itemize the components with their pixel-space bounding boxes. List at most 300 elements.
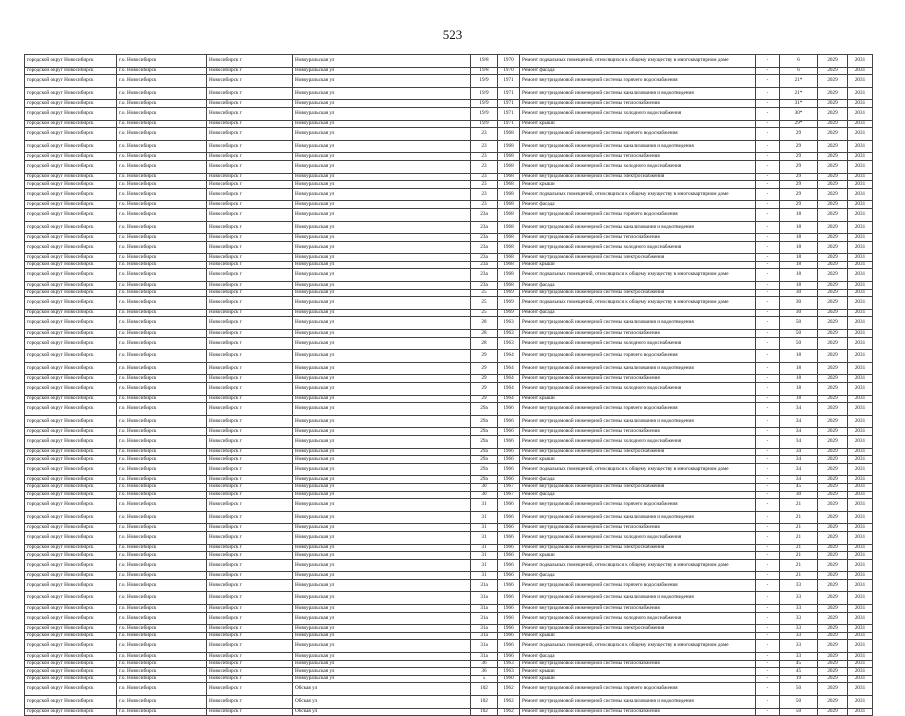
locality-cell: Новосибирск г <box>207 403 293 416</box>
locality-cell: Новосибирск г <box>207 395 293 403</box>
urban-district-cell: г.о. Новосибирск <box>117 632 207 640</box>
locality-cell: Новосибирск г <box>207 188 293 201</box>
work-type-cell: Ремонт внутридомовой инженерной системы канализования и водоотведения <box>520 221 756 234</box>
municipal-district-cell: городской округ Новосибирск <box>25 362 117 375</box>
year-from-cell: 2029 <box>818 660 848 668</box>
value-cell: 18 <box>780 234 818 242</box>
locality-cell: Новосибирск г <box>207 632 293 640</box>
street-cell: Новоуральская ул <box>293 201 471 209</box>
locality-cell: Новосибирск г <box>207 350 293 363</box>
municipal-district-cell: городской округ Новосибирск <box>25 531 117 544</box>
house-number-cell: 31а <box>471 612 498 625</box>
street-cell: Новоуральская ул <box>293 660 471 668</box>
build-year-cell: 1964 <box>498 362 520 375</box>
year-to-cell: 2031 <box>848 282 873 290</box>
work-type-cell: Ремонт внутридомовой инженерной системы горячего водоснабжения <box>520 403 756 416</box>
house-number-cell: 31а <box>471 653 498 661</box>
urban-district-cell: г.о. Новосибирск <box>117 282 207 290</box>
value-cell: 6 <box>780 67 818 75</box>
build-year-cell: 1967 <box>498 483 520 491</box>
locality-cell: Новосибирск г <box>207 337 293 350</box>
build-year-cell: 1966 <box>498 524 520 532</box>
year-to-cell: 2031 <box>848 592 873 605</box>
table-row <box>25 128 873 141</box>
locality-cell: Новосибирск г <box>207 552 293 560</box>
dash-cell: - <box>756 330 780 338</box>
value-cell: 34 <box>780 415 818 428</box>
house-number-cell: 23 <box>471 128 498 141</box>
build-year-cell: 1966 <box>498 625 520 633</box>
value-cell: 21 <box>780 544 818 552</box>
locality-cell: Новосибирск г <box>207 683 293 696</box>
municipal-district-cell: городской округ Новосибирск <box>25 640 117 653</box>
municipal-district-cell: городской округ Новосибирск <box>25 605 117 613</box>
work-type-cell: Ремонт внутридомовой инженерной системы холодного водоснабжения <box>520 107 756 120</box>
build-year-cell: 1971 <box>498 87 520 100</box>
house-number-cell: 19/9 <box>471 107 498 120</box>
urban-district-cell: г.о. Новосибирск <box>117 463 207 476</box>
value-cell: 33 <box>780 632 818 640</box>
year-to-cell: 2031 <box>848 696 873 709</box>
table-row <box>25 559 873 572</box>
work-type-cell: Ремонт подвальных помещений, относящихся к общему имуществу в многоквартирном доме <box>520 269 756 282</box>
year-to-cell: 2031 <box>848 261 873 269</box>
value-cell: 29 <box>780 173 818 181</box>
build-year-cell: 1966 <box>498 605 520 613</box>
street-cell: Новоуральская ул <box>293 120 471 128</box>
year-from-cell: 2029 <box>818 330 848 338</box>
urban-district-cell: г.о. Новосибирск <box>117 415 207 428</box>
locality-cell: Новосибирск г <box>207 511 293 524</box>
locality-cell: Новосибирск г <box>207 625 293 633</box>
value-cell: 29 <box>780 140 818 153</box>
municipal-district-cell: городской округ Новосибирск <box>25 201 117 209</box>
urban-district-cell: г.о. Новосибирск <box>117 241 207 254</box>
house-number-cell: 29а <box>471 435 498 448</box>
value-cell: 34 <box>780 428 818 436</box>
value-cell: 33 <box>780 653 818 661</box>
municipal-district-cell: городской округ Новосибирск <box>25 415 117 428</box>
street-cell: Новоуральская ул <box>293 632 471 640</box>
house-number-cell: 31 <box>471 572 498 580</box>
year-from-cell: 2029 <box>818 153 848 161</box>
locality-cell: Новосибирск г <box>207 653 293 661</box>
table-row <box>25 476 873 484</box>
house-number-cell: 25 <box>471 289 498 297</box>
locality-cell: Новосибирск г <box>207 120 293 128</box>
house-number-cell: 23 <box>471 153 498 161</box>
municipal-district-cell: городской округ Новосибирск <box>25 297 117 310</box>
year-from-cell: 2029 <box>818 241 848 254</box>
value-cell: 21 <box>780 524 818 532</box>
work-type-cell: Ремонт внутридомовой инженерной системы холодного водоснабжения <box>520 160 756 173</box>
year-from-cell: 2029 <box>818 456 848 464</box>
locality-cell: Новосибирск г <box>207 605 293 613</box>
municipal-district-cell: городской округ Новосибирск <box>25 708 117 716</box>
dash-cell: - <box>756 234 780 242</box>
locality-cell: Новосибирск г <box>207 282 293 290</box>
street-cell: Новоуральская ул <box>293 208 471 221</box>
dash-cell: - <box>756 403 780 416</box>
year-from-cell: 2029 <box>818 201 848 209</box>
locality-cell: Новосибирск г <box>207 476 293 484</box>
street-cell: Новоуральская ул <box>293 261 471 269</box>
street-cell: Новоуральская ул <box>293 153 471 161</box>
year-to-cell: 2031 <box>848 234 873 242</box>
urban-district-cell: г.о. Новосибирск <box>117 668 207 676</box>
year-to-cell: 2031 <box>848 625 873 633</box>
house-number-cell: 29а <box>471 428 498 436</box>
urban-district-cell: г.о. Новосибирск <box>117 395 207 403</box>
house-number-cell: 31 <box>471 531 498 544</box>
street-cell: Новоуральская ул <box>293 160 471 173</box>
table-row <box>25 463 873 476</box>
year-from-cell: 2029 <box>818 297 848 310</box>
work-type-cell: Ремонт внутридомовой инженерной системы горячего водоснабжения <box>520 683 756 696</box>
dash-cell: - <box>756 261 780 269</box>
dash-cell: - <box>756 499 780 512</box>
urban-district-cell: г.о. Новосибирск <box>117 208 207 221</box>
locality-cell: Новосибирск г <box>207 362 293 375</box>
municipal-district-cell: городской округ Новосибирск <box>25 696 117 709</box>
municipal-district-cell: городской округ Новосибирск <box>25 120 117 128</box>
year-to-cell: 2031 <box>848 362 873 375</box>
street-cell: Новоуральская ул <box>293 362 471 375</box>
work-type-cell: Ремонт внутридомовой инженерной системы канализования и водоотведения <box>520 87 756 100</box>
year-from-cell: 2029 <box>818 640 848 653</box>
street-cell: Новоуральская ул <box>293 309 471 317</box>
dash-cell: - <box>756 531 780 544</box>
street-cell: Новоуральская ул <box>293 269 471 282</box>
build-year-cell: 1966 <box>498 511 520 524</box>
table-row <box>25 188 873 201</box>
build-year-cell: 1966 <box>498 653 520 661</box>
year-from-cell: 2029 <box>818 499 848 512</box>
street-cell: Новоуральская ул <box>293 592 471 605</box>
house-number-cell: 31 <box>471 511 498 524</box>
build-year-cell: 1968 <box>498 201 520 209</box>
year-from-cell: 2029 <box>818 683 848 696</box>
urban-district-cell: г.о. Новосибирск <box>117 579 207 592</box>
work-type-cell: Ремонт внутридомовой инженерной системы горячего водоснабжения <box>520 75 756 88</box>
build-year-cell: 1963 <box>498 660 520 668</box>
house-number-cell: 31 <box>471 552 498 560</box>
table-row <box>25 55 873 68</box>
municipal-district-cell: городской округ Новосибирск <box>25 350 117 363</box>
urban-district-cell: г.о. Новосибирск <box>117 499 207 512</box>
dash-cell: - <box>756 612 780 625</box>
table-row <box>25 375 873 383</box>
street-cell: Новоуральская ул <box>293 55 471 68</box>
year-to-cell: 2031 <box>848 632 873 640</box>
urban-district-cell: г.о. Новосибирск <box>117 544 207 552</box>
street-cell: Новоуральская ул <box>293 456 471 464</box>
urban-district-cell: г.о. Новосибирск <box>117 552 207 560</box>
year-from-cell: 2029 <box>818 531 848 544</box>
year-to-cell: 2031 <box>848 153 873 161</box>
locality-cell: Новосибирск г <box>207 675 293 683</box>
house-number-cell: 19/9 <box>471 120 498 128</box>
house-number-cell: 31а <box>471 640 498 653</box>
table-row <box>25 67 873 75</box>
dash-cell: - <box>756 160 780 173</box>
year-to-cell: 2031 <box>848 491 873 499</box>
build-year-cell: 1968 <box>498 254 520 262</box>
year-to-cell: 2031 <box>848 221 873 234</box>
work-type-cell: Ремонт внутридомовой инженерной системы холодного водоснабжения <box>520 383 756 396</box>
year-from-cell: 2029 <box>818 120 848 128</box>
year-from-cell: 2029 <box>818 173 848 181</box>
house-number-cell: 31 <box>471 544 498 552</box>
work-type-cell: Ремонт внутридомовой инженерной системы канализования и водоотведения <box>520 696 756 709</box>
house-number-cell: 19/9 <box>471 87 498 100</box>
house-number-cell: 31 <box>471 559 498 572</box>
build-year-cell: 1966 <box>498 435 520 448</box>
build-year-cell: 1968 <box>498 208 520 221</box>
municipal-district-cell: городской округ Новосибирск <box>25 160 117 173</box>
table-row <box>25 428 873 436</box>
build-year-cell: 1960 <box>498 675 520 683</box>
value-cell: 18 <box>780 282 818 290</box>
house-number-cell: 23 <box>471 181 498 189</box>
house-number-cell: 23а <box>471 208 498 221</box>
dash-cell: - <box>756 415 780 428</box>
year-to-cell: 2031 <box>848 140 873 153</box>
street-cell: Новоуральская ул <box>293 317 471 330</box>
year-from-cell: 2029 <box>818 552 848 560</box>
locality-cell: Новосибирск г <box>207 491 293 499</box>
work-type-cell: Ремонт крыши <box>520 632 756 640</box>
year-to-cell: 2031 <box>848 415 873 428</box>
locality-cell: Новосибирск г <box>207 153 293 161</box>
dash-cell: - <box>756 254 780 262</box>
house-number-cell: 29а <box>471 456 498 464</box>
street-cell: Новоуральская ул <box>293 67 471 75</box>
table-row <box>25 499 873 512</box>
urban-district-cell: г.о. Новосибирск <box>117 572 207 580</box>
locality-cell: Новосибирск г <box>207 640 293 653</box>
build-year-cell: 1966 <box>498 476 520 484</box>
value-cell: 18 <box>780 395 818 403</box>
year-from-cell: 2029 <box>818 605 848 613</box>
value-cell: 21 <box>780 552 818 560</box>
table-row <box>25 201 873 209</box>
urban-district-cell: г.о. Новосибирск <box>117 188 207 201</box>
table-row <box>25 491 873 499</box>
street-cell: Новоуральская ул <box>293 100 471 108</box>
build-year-cell: 1968 <box>498 269 520 282</box>
dash-cell: - <box>756 675 780 683</box>
municipal-district-cell: городской округ Новосибирск <box>25 383 117 396</box>
dash-cell: - <box>756 201 780 209</box>
table-row <box>25 403 873 416</box>
locality-cell: Новосибирск г <box>207 456 293 464</box>
table-row <box>25 87 873 100</box>
dash-cell: - <box>756 241 780 254</box>
locality-cell: Новосибирск г <box>207 181 293 189</box>
locality-cell: Новосибирск г <box>207 173 293 181</box>
year-to-cell: 2031 <box>848 241 873 254</box>
dash-cell: - <box>756 362 780 375</box>
street-cell: Новоуральская ул <box>293 612 471 625</box>
build-year-cell: 1966 <box>498 640 520 653</box>
house-number-cell: 25 <box>471 297 498 310</box>
year-from-cell: 2029 <box>818 269 848 282</box>
year-to-cell: 2031 <box>848 383 873 396</box>
house-number-cell: 29 <box>471 350 498 363</box>
dash-cell: - <box>756 75 780 88</box>
value-cell: 34 <box>780 476 818 484</box>
year-to-cell: 2031 <box>848 559 873 572</box>
dash-cell: - <box>756 269 780 282</box>
street-cell: Новоуральская ул <box>293 524 471 532</box>
build-year-cell: 1968 <box>498 261 520 269</box>
dash-cell: - <box>756 289 780 297</box>
build-year-cell: 1966 <box>498 531 520 544</box>
dash-cell: - <box>756 350 780 363</box>
urban-district-cell: г.о. Новосибирск <box>117 592 207 605</box>
work-type-cell: Ремонт внутридомовой инженерной системы электроснабжения <box>520 173 756 181</box>
urban-district-cell: г.о. Новосибирск <box>117 708 207 716</box>
table-row <box>25 234 873 242</box>
capital-repair-table <box>24 54 873 716</box>
table-row <box>25 640 873 653</box>
street-cell: Новоуральская ул <box>293 87 471 100</box>
build-year-cell: 1968 <box>498 241 520 254</box>
build-year-cell: 1966 <box>498 572 520 580</box>
municipal-district-cell: городской округ Новосибирск <box>25 261 117 269</box>
build-year-cell: 1968 <box>498 234 520 242</box>
table-row <box>25 579 873 592</box>
locality-cell: Новосибирск г <box>207 559 293 572</box>
work-type-cell: Ремонт внутридомовой инженерной системы электроснабжения <box>520 289 756 297</box>
house-number-cell: 23а <box>471 282 498 290</box>
municipal-district-cell: городской округ Новосибирск <box>25 234 117 242</box>
municipal-district-cell: городской округ Новосибирск <box>25 153 117 161</box>
table-row <box>25 456 873 464</box>
year-to-cell: 2031 <box>848 309 873 317</box>
value-cell: 18 <box>780 350 818 363</box>
dash-cell: - <box>756 309 780 317</box>
street-cell: Новоуральская ул <box>293 463 471 476</box>
table-row <box>25 483 873 491</box>
urban-district-cell: г.о. Новосибирск <box>117 107 207 120</box>
urban-district-cell: г.о. Новосибирск <box>117 383 207 396</box>
street-cell: Обская ул <box>293 683 471 696</box>
work-type-cell: Ремонт крыши <box>520 668 756 676</box>
dash-cell: - <box>756 544 780 552</box>
year-from-cell: 2029 <box>818 435 848 448</box>
locality-cell: Новосибирск г <box>207 572 293 580</box>
house-number-cell: 29а <box>471 463 498 476</box>
build-year-cell: 1964 <box>498 383 520 396</box>
dash-cell: - <box>756 208 780 221</box>
urban-district-cell: г.о. Новосибирск <box>117 140 207 153</box>
table-row <box>25 120 873 128</box>
value-cell: 50 <box>780 337 818 350</box>
build-year-cell: 1964 <box>498 395 520 403</box>
table-row <box>25 317 873 330</box>
year-to-cell: 2031 <box>848 524 873 532</box>
work-type-cell: Ремонт внутридомовой инженерной системы электроснабжения <box>520 483 756 491</box>
table-row <box>25 269 873 282</box>
work-type-cell: Ремонт фасада <box>520 201 756 209</box>
urban-district-cell: г.о. Новосибирск <box>117 153 207 161</box>
locality-cell: Новосибирск г <box>207 269 293 282</box>
street-cell: Новоуральская ул <box>293 428 471 436</box>
table-row <box>25 435 873 448</box>
urban-district-cell: г.о. Новосибирск <box>117 524 207 532</box>
street-cell: Новоуральская ул <box>293 415 471 428</box>
year-from-cell: 2029 <box>818 476 848 484</box>
street-cell: Новоуральская ул <box>293 383 471 396</box>
table-row <box>25 625 873 633</box>
dash-cell: - <box>756 483 780 491</box>
work-type-cell: Ремонт внутридомовой инженерной системы теплоснабжения <box>520 524 756 532</box>
urban-district-cell: г.о. Новосибирск <box>117 511 207 524</box>
work-type-cell: Ремонт внутридомовой инженерной системы горячего водоснабжения <box>520 579 756 592</box>
urban-district-cell: г.о. Новосибирск <box>117 375 207 383</box>
value-cell: 21 <box>780 511 818 524</box>
street-cell: Новоуральская ул <box>293 140 471 153</box>
year-to-cell: 2031 <box>848 660 873 668</box>
year-from-cell: 2029 <box>818 309 848 317</box>
locality-cell: Новосибирск г <box>207 592 293 605</box>
value-cell: 45 <box>780 668 818 676</box>
year-to-cell: 2031 <box>848 640 873 653</box>
year-from-cell: 2029 <box>818 67 848 75</box>
urban-district-cell: г.о. Новосибирск <box>117 448 207 456</box>
year-to-cell: 2031 <box>848 173 873 181</box>
urban-district-cell: г.о. Новосибирск <box>117 531 207 544</box>
work-type-cell: Ремонт внутридомовой инженерной системы холодного водоснабжения <box>520 531 756 544</box>
work-type-cell: Ремонт внутридомовой инженерной системы канализования и водоотведения <box>520 140 756 153</box>
value-cell: 50 <box>780 330 818 338</box>
dash-cell: - <box>756 428 780 436</box>
dash-cell: - <box>756 317 780 330</box>
value-cell: 34 <box>780 456 818 464</box>
street-cell: Новоуральская ул <box>293 403 471 416</box>
build-year-cell: 1971 <box>498 75 520 88</box>
work-type-cell: Ремонт внутридомовой инженерной системы теплоснабжения <box>520 708 756 716</box>
build-year-cell: 1967 <box>498 491 520 499</box>
dash-cell: - <box>756 456 780 464</box>
municipal-district-cell: городской округ Новосибирск <box>25 87 117 100</box>
street-cell: Новоуральская ул <box>293 395 471 403</box>
house-number-cell: 31а <box>471 625 498 633</box>
work-type-cell: Ремонт внутридомовой инженерной системы теплоснабжения <box>520 100 756 108</box>
value-cell: 30 <box>780 297 818 310</box>
urban-district-cell: г.о. Новосибирск <box>117 683 207 696</box>
table-row <box>25 140 873 153</box>
urban-district-cell: г.о. Новосибирск <box>117 128 207 141</box>
urban-district-cell: г.о. Новосибирск <box>117 254 207 262</box>
value-cell: 33 <box>780 612 818 625</box>
build-year-cell: 1964 <box>498 350 520 363</box>
year-to-cell: 2031 <box>848 67 873 75</box>
urban-district-cell: г.о. Новосибирск <box>117 362 207 375</box>
urban-district-cell: г.о. Новосибирск <box>117 350 207 363</box>
year-to-cell: 2031 <box>848 107 873 120</box>
table-row <box>25 107 873 120</box>
build-year-cell: 1963 <box>498 317 520 330</box>
locality-cell: Новосибирск г <box>207 128 293 141</box>
table-row <box>25 282 873 290</box>
municipal-district-cell: городской округ Новосибирск <box>25 448 117 456</box>
value-cell: 21 <box>780 499 818 512</box>
year-to-cell: 2031 <box>848 456 873 464</box>
work-type-cell: Ремонт внутридомовой инженерной системы электроснабжения <box>520 254 756 262</box>
